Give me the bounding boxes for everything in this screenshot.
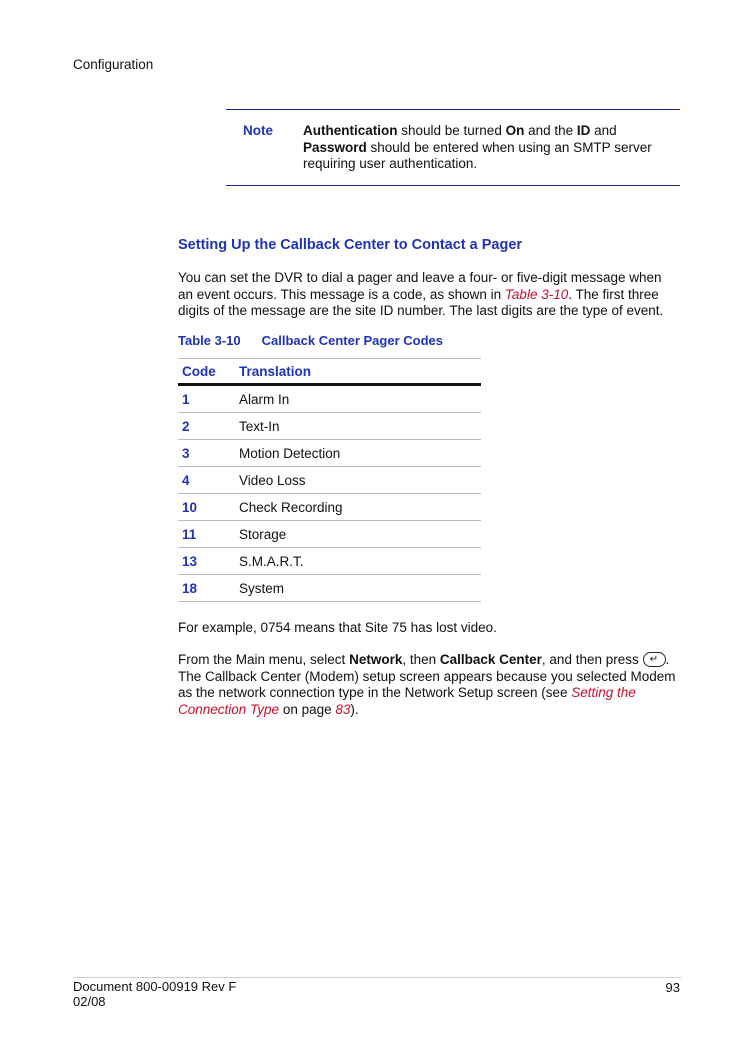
translation-cell: Video Loss [239, 467, 481, 494]
table-row [178, 548, 481, 575]
table-caption-title: Callback Center Pager Codes [261, 333, 443, 348]
page-number: 93 [665, 980, 680, 995]
code-cell: 13 [178, 548, 239, 575]
running-header: Configuration [73, 57, 154, 72]
translation-cell: Storage [239, 521, 481, 548]
example-paragraph: For example, 0754 means that Site 75 has lost video. [178, 620, 497, 635]
column-header-translation: Translation [239, 359, 481, 385]
section-heading: Setting Up the Callback Center to Contact a Pager [178, 237, 523, 253]
column-header-code: Code [178, 359, 239, 385]
footer-date: 02/08 [73, 993, 106, 1009]
code-cell: 10 [178, 494, 239, 521]
intro-paragraph: You can set the DVR to dial a pager and leave a four- or five-digit message when an event occurs. This message is a code, as shown in Table 3-10. The first three digits of the message are the site ID number. The last digits are the type of event. [178, 270, 664, 318]
page-83-link[interactable]: 83 [335, 701, 351, 717]
code-cell: 2 [178, 413, 239, 440]
note-text: Authentication should be turned On and the ID and Password should be entered when using an SMTP server requiring user authentication. [303, 123, 652, 171]
note-bold-id: ID [576, 123, 591, 138]
note-bold-on: On [505, 123, 525, 138]
bold-network: Network [349, 652, 403, 667]
footer-document-number: Document 800-00919 Rev F [73, 979, 237, 994]
table-row [178, 440, 481, 467]
table-row [178, 494, 481, 521]
note-box [226, 109, 680, 186]
translation-cell: Alarm In [239, 385, 481, 413]
code-cell: 1 [178, 385, 239, 413]
translation-cell: S.M.A.R.T. [239, 548, 481, 575]
table-caption [178, 333, 443, 348]
connection-type-link[interactable]: Setting the Connection Type [178, 685, 636, 717]
table-row [178, 467, 481, 494]
table-row [178, 521, 481, 548]
translation-cell: Text-In [239, 413, 481, 440]
translation-cell: Motion Detection [239, 440, 481, 467]
table-row [178, 575, 481, 602]
footer-document-info [73, 980, 236, 1009]
code-cell: 18 [178, 575, 239, 602]
table-header-row [178, 359, 481, 385]
code-cell: 11 [178, 521, 239, 548]
enter-key-icon: ↵ [643, 652, 666, 667]
code-cell: 4 [178, 467, 239, 494]
table-row [178, 385, 481, 413]
bold-callback-center: Callback Center [439, 652, 542, 667]
note-label: Note [243, 123, 273, 138]
table-reference-link[interactable]: Table 3-10 [504, 286, 569, 302]
note-bold-password: Password [303, 139, 367, 155]
table-caption-number: Table 3-10 [178, 333, 241, 348]
table-row [178, 413, 481, 440]
translation-cell: Check Recording [239, 494, 481, 521]
instructions-paragraph: From the Main menu, select Network, then Callback Center, and then press ↵ . The Callback Center (Modem) setup screen appears because you selected Modem as the network connection type in the Network Setup screen (see Setting the Connection Type on page 83). [178, 652, 676, 717]
note-bold-authentication: Authentication [303, 123, 398, 138]
translation-cell: System [239, 575, 481, 602]
code-cell: 3 [178, 440, 239, 467]
pager-codes-table [178, 358, 481, 602]
footer-rule [73, 977, 681, 978]
